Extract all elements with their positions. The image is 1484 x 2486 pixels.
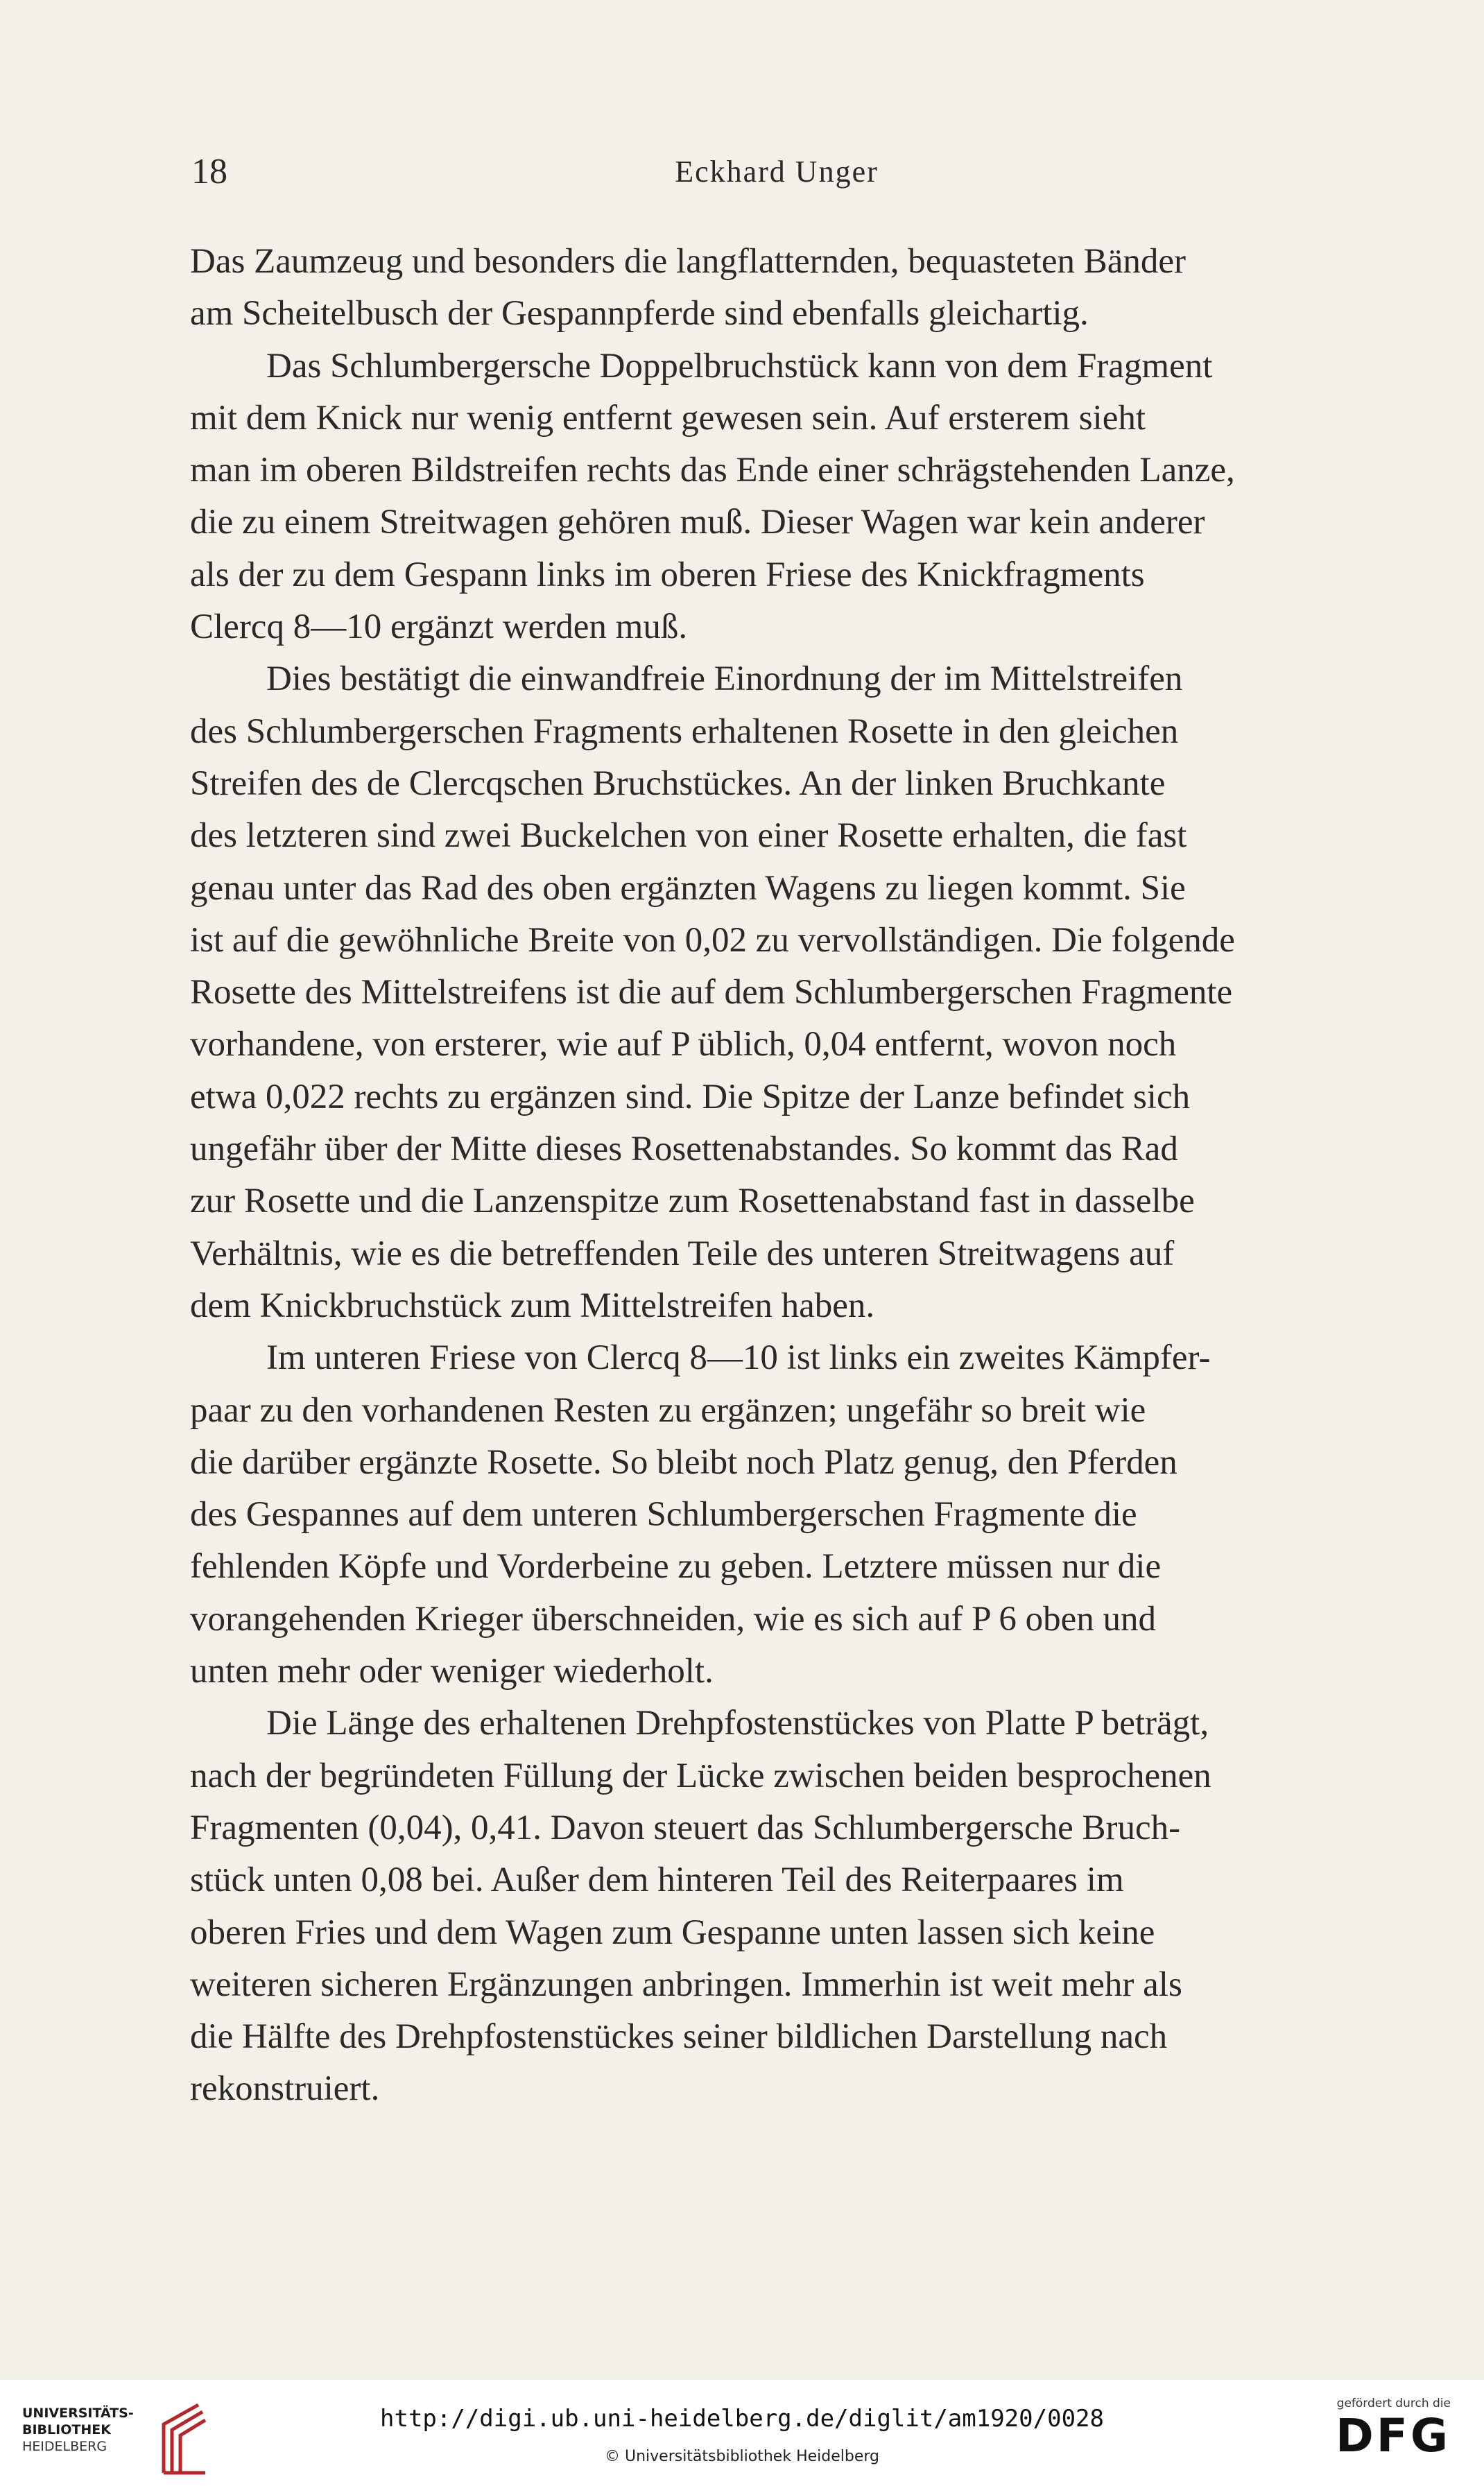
text-line: Streifen des de Clercqschen Bruchstückes. An der linken Bruchkante bbox=[190, 763, 1166, 803]
text-line: Rosette des Mittelstreifens ist die auf dem Schlumbergerschen Fragmente bbox=[190, 973, 1233, 1012]
text-line: rekonstruiert. bbox=[190, 2069, 380, 2109]
text-line: Das Zaumzeug und besonders die langflatternden, bequasteten Bänder bbox=[190, 242, 1186, 281]
text-line: die zu einem Streitwagen gehören muß. Dieser Wagen war kein anderer bbox=[190, 503, 1205, 542]
text-line: Clercq 8—10 ergänzt werden muß. bbox=[190, 607, 688, 647]
text-line: man im oberen Bildstreifen rechts das Ende einer schrägstehenden Lanze, bbox=[190, 451, 1235, 490]
funding-logo-block bbox=[1312, 2397, 1451, 2462]
text-line: zur Rosette und die Lanzenspitze zum Rosettenabstand fast in dasselbe bbox=[190, 1182, 1195, 1221]
text-line: Das Schlumbergersche Doppelbruchstück kann von dem Fragment bbox=[266, 346, 1213, 386]
text-line: Im unteren Friese von Clercq 8—10 ist links ein zweites Kämpfer- bbox=[266, 1338, 1211, 1378]
text-line: dem Knickbruchstück zum Mittelstreifen haben. bbox=[190, 1286, 875, 1325]
funding-caption: gefördert durch die bbox=[1336, 2397, 1451, 2410]
text-line: die darüber ergänzte Rosette. So bleibt noch Platz genug, den Pferden bbox=[190, 1442, 1177, 1482]
permalink-url[interactable]: http://digi.ub.uni-heidelberg.de/diglit/am1920/0028 bbox=[380, 2405, 1104, 2433]
text-line: als der zu dem Gespann links im oberen Friese des Knickfragments bbox=[190, 555, 1145, 594]
text-line: unten mehr oder weniger wiederholt. bbox=[190, 1652, 714, 1691]
dfg-logo: DFG bbox=[1335, 2409, 1451, 2462]
text-line: ungefähr über der Mitte dieses Rosettenabstandes. So kommt das Rad bbox=[190, 1130, 1178, 1169]
library-line-1: UNIVERSITÄTS- bbox=[22, 2406, 134, 2421]
paragraph bbox=[190, 653, 1362, 1332]
library-line-3: HEIDELBERG bbox=[22, 2439, 107, 2454]
text-line: ist auf die gewöhnliche Breite von 0,02 zu vervollständigen. Die folgende bbox=[190, 920, 1235, 960]
paragraph bbox=[190, 1698, 1362, 2115]
text-line: Fragmenten (0,04), 0,41. Davon steuert das Schlumbergersche Bruch- bbox=[190, 1808, 1181, 1847]
paragraph bbox=[190, 236, 1362, 340]
text-line: des Gespannes auf dem unteren Schlumbergerschen Fragmente die bbox=[190, 1495, 1137, 1535]
text-body bbox=[190, 236, 1362, 2116]
text-line: am Scheitelbusch der Gespannpferde sind ebenfalls gleichartig. bbox=[190, 294, 1089, 334]
footer-bar bbox=[0, 2380, 1484, 2486]
library-line-2: BIBLIOTHEK bbox=[22, 2422, 111, 2437]
text-line: die Hälfte des Drehpfostenstückes seiner bildlichen Darstellung nach bbox=[190, 2017, 1168, 2057]
text-line: vorangehenden Krieger überschneiden, wie es sich auf P 6 oben und bbox=[190, 1599, 1157, 1639]
running-title: Eckhard Unger bbox=[675, 155, 879, 189]
text-line: des Schlumbergerschen Fragments erhaltenen Rosette in den gleichen bbox=[190, 711, 1179, 751]
text-line: mit dem Knick nur wenig entfernt gewesen sein. Auf ersterem sieht bbox=[190, 398, 1146, 438]
text-line: fehlenden Köpfe und Vorderbeine zu geben. Letztere müssen nur die bbox=[190, 1547, 1162, 1587]
text-line: Verhältnis, wie es die betreffenden Teile des unteren Streitwagens auf bbox=[190, 1234, 1175, 1273]
text-line: weiteren sicheren Ergänzungen anbringen. Immerhin ist weit mehr als bbox=[190, 1965, 1182, 2004]
text-line: oberen Fries und dem Wagen zum Gespanne unten lassen sich keine bbox=[190, 1913, 1155, 1952]
text-line: stück unten 0,08 bei. Außer dem hinteren Teil des Reiterpaares im bbox=[190, 1861, 1124, 1900]
page-header bbox=[191, 144, 1362, 200]
paragraph bbox=[190, 340, 1362, 654]
paragraph bbox=[190, 1332, 1362, 1698]
page-number: 18 bbox=[191, 152, 227, 191]
text-line: paar zu den vorhandenen Resten zu ergänzen; ungefähr so breit wie bbox=[190, 1390, 1146, 1430]
text-line: genau unter das Rad des oben ergänzten Wagens zu liegen kommt. Sie bbox=[190, 868, 1186, 908]
text-line: nach der begründeten Füllung der Lücke zwischen beiden besprochenen bbox=[190, 1756, 1211, 1795]
text-line: Die Länge des erhaltenen Drehpfostenstückes von Platte P beträgt, bbox=[266, 1704, 1209, 1743]
text-line: etwa 0,022 rechts zu ergänzen sind. Die Spitze der Lanze befindet sich bbox=[190, 1077, 1191, 1116]
text-line: vorhandene, von ersterer, wie auf P üblich, 0,04 entfernt, wovon noch bbox=[190, 1025, 1177, 1064]
copyright-notice: © Universitätsbibliothek Heidelberg bbox=[604, 2448, 879, 2465]
text-line: Dies bestätigt die einwandfreie Einordnung der im Mittelstreifen bbox=[266, 659, 1183, 699]
text-line: des letzteren sind zwei Buckelchen von einer Rosette erhalten, die fast bbox=[190, 816, 1187, 856]
